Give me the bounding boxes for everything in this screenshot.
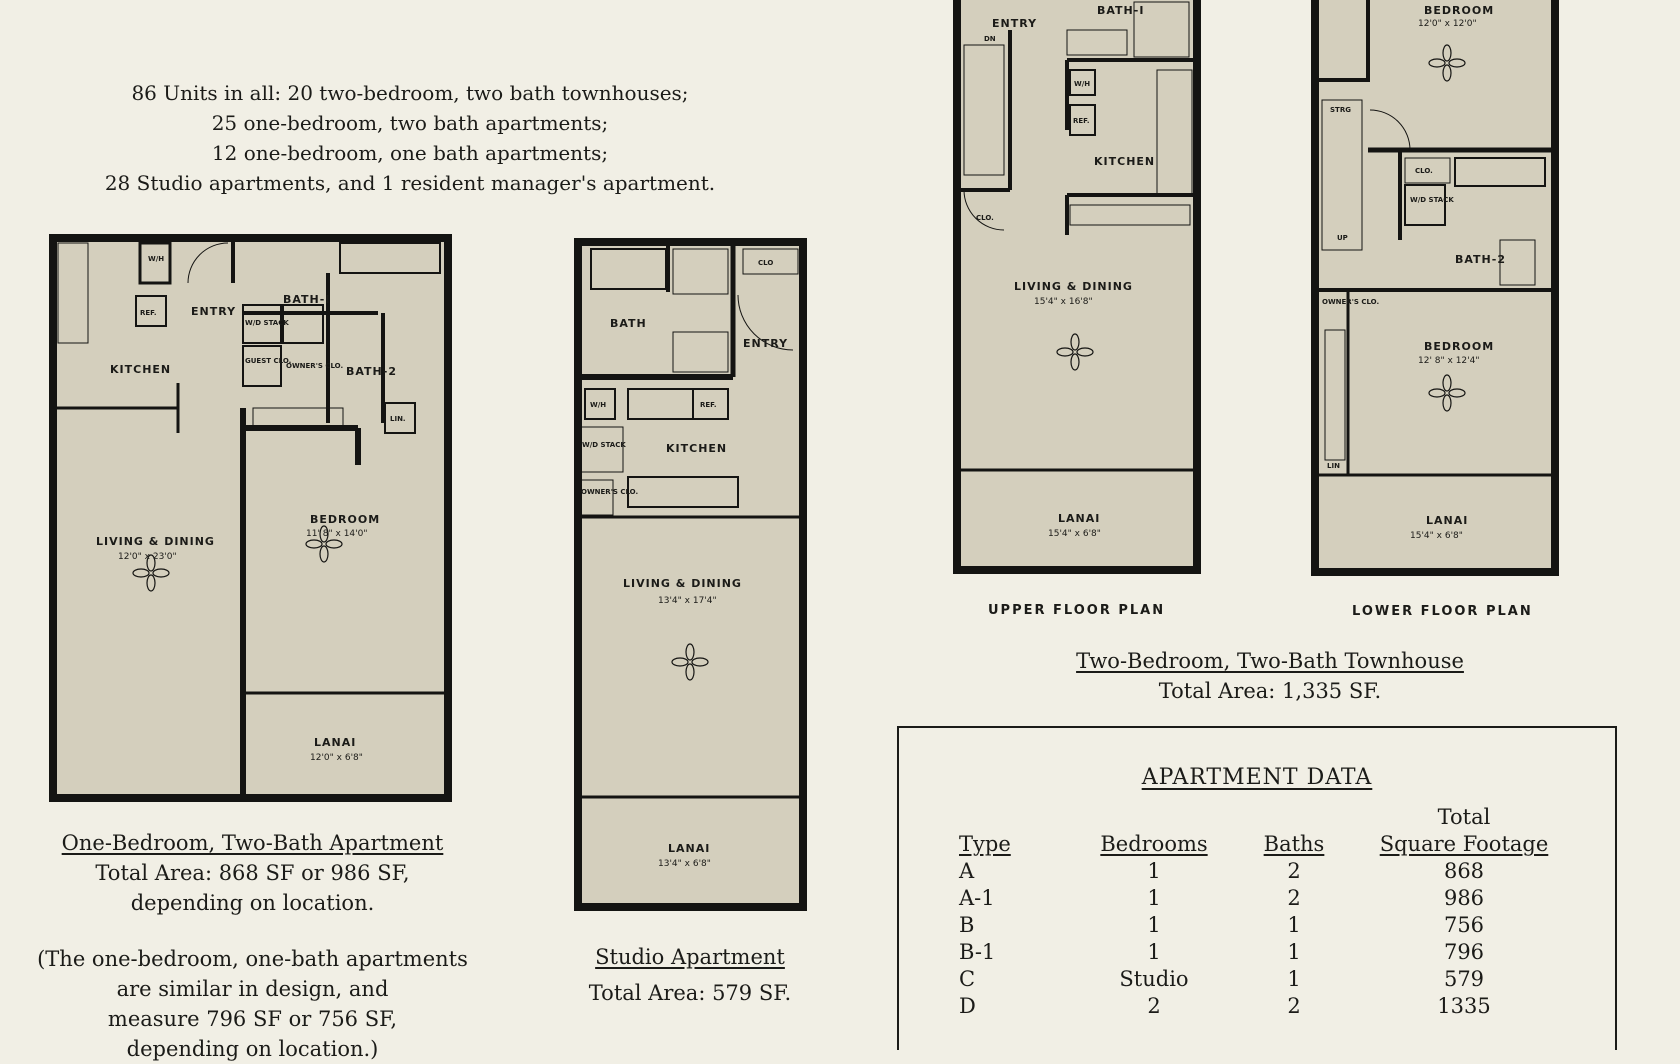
entry-label: ENTRY: [743, 337, 789, 350]
apartment-data-title: APARTMENT DATA: [1141, 765, 1373, 790]
bedrooms-cell: 1: [1147, 886, 1161, 910]
one-bath-note: are similar in design, and: [116, 977, 389, 1001]
baths-cell: 1: [1287, 913, 1301, 937]
table-row: [959, 993, 1579, 1020]
bath-label: BATH: [610, 317, 647, 330]
lin-label: LIN: [1327, 462, 1340, 470]
one-bath-note: depending on location.): [126, 1037, 379, 1061]
bath1-label: BATH-I: [1097, 4, 1145, 17]
baths-cell: 2: [1287, 886, 1301, 910]
page-headline-fragment: [56, 0, 306, 4]
one-bedroom-area-note: depending on location.: [130, 891, 375, 915]
living-label: LIVING & DINING: [623, 577, 742, 590]
ref-label: REF.: [140, 309, 157, 317]
table-row: [959, 858, 1579, 885]
clo-label: CLO.: [976, 214, 994, 222]
one-bath-note: measure 796 SF or 756 SF,: [107, 1007, 398, 1031]
bedrooms-header: Bedrooms: [1100, 832, 1208, 856]
living-label: LIVING & DINING: [96, 535, 215, 548]
kitchen-label: KITCHEN: [110, 363, 172, 376]
bedroom-top-label: BEDROOM: [1424, 4, 1495, 17]
sqft-cell: 986: [1443, 886, 1485, 910]
intro-line: 25 one-bedroom, two bath apartments;: [211, 111, 609, 135]
wh-label: W/H: [148, 255, 165, 263]
lanai-dim: 12'0" x 6'8": [310, 753, 363, 763]
ref-label: REF.: [1073, 117, 1090, 125]
lin-label: LIN.: [390, 415, 406, 423]
living-dim: 13'4" x 17'4": [658, 596, 717, 606]
ref-label: REF.: [700, 401, 717, 409]
table-header-row: [959, 804, 1579, 858]
dn-label: DN: [984, 35, 996, 43]
table-row: [959, 885, 1579, 912]
lanai-dim: 13'4" x 6'8": [658, 859, 711, 869]
table-row: [959, 939, 1579, 966]
lanai-dim: 15'4" x 6'8": [1048, 529, 1101, 539]
baths-cell: 2: [1287, 994, 1301, 1018]
living-dim: 15'4" x 16'8": [1034, 297, 1093, 307]
living-dim: 12'0" x 23'0": [118, 552, 177, 562]
kitchen-label: KITCHEN: [666, 442, 728, 455]
sqft-cell: 579: [1443, 967, 1485, 991]
type-cell: B-1: [959, 940, 996, 964]
lanai-label: LANAI: [1426, 514, 1469, 527]
baths-header: Baths: [1263, 832, 1325, 856]
type-cell: B: [959, 913, 975, 937]
wh-label: W/H: [1074, 80, 1091, 88]
one-bedroom-title: One-Bedroom, Two-Bath Apartment: [61, 831, 444, 855]
studio-title: Studio Apartment: [595, 945, 785, 969]
townhouse-upper-floor-plan: [952, 0, 1202, 575]
wh-label: W/H: [590, 401, 607, 409]
sqft-header: Total Square Footage: [1379, 805, 1549, 856]
owners-clo-label: OWNER'S CLO.: [286, 362, 344, 370]
clo-label: CLO.: [1415, 167, 1433, 175]
type-header: Type: [959, 832, 1011, 856]
type-cell: C: [959, 967, 976, 991]
wd-label: W/D STACK: [1410, 196, 1454, 204]
owners-clo-label: OWNER'S CLO.: [1322, 298, 1380, 306]
sqft-cell: 796: [1443, 940, 1485, 964]
living-label: LIVING & DINING: [1014, 280, 1133, 293]
baths-cell: 2: [1287, 859, 1301, 883]
bath2-label: BATH-2: [346, 365, 397, 378]
clo-label: CLO: [758, 259, 774, 267]
studio-floor-plan: [573, 237, 808, 912]
one-bedroom-caption: [20, 828, 485, 1064]
baths-cell: 1: [1287, 940, 1301, 964]
sqft-cell: 868: [1443, 859, 1485, 883]
townhouse-area: Total Area: 1,335 SF.: [1158, 679, 1382, 703]
bedrooms-cell: 2: [1147, 994, 1161, 1018]
apartment-data-box: [897, 726, 1617, 1050]
entry-label: ENTRY: [992, 17, 1038, 30]
wd-label: W/D STACK: [245, 319, 289, 327]
intro-line: 28 Studio apartments, and 1 resident manager's apartment.: [104, 171, 716, 195]
bath1-label: BATH-I: [283, 293, 331, 306]
one-bath-note: (The one-bedroom, one-bath apartments: [37, 947, 468, 971]
bedrooms-cell: Studio: [1119, 967, 1189, 991]
bedroom-top-dim: 12'0" x 12'0": [1418, 19, 1477, 29]
intro-line: 86 Units in all: 20 two-bedroom, two bath townhouses;: [131, 81, 689, 105]
bedroom-dim: 12' 8" x 12'4": [1418, 356, 1480, 366]
lower-floor-plan-label: LOWER FLOOR PLAN: [1352, 604, 1533, 619]
entry-label: ENTRY: [191, 305, 237, 318]
up-label: UP: [1337, 234, 1348, 242]
guest-clo-label: GUEST CLO.: [245, 357, 292, 365]
one-bedroom-area: Total Area: 868 SF or 986 SF,: [95, 861, 410, 885]
bedrooms-cell: 1: [1147, 940, 1161, 964]
table-row: [959, 912, 1579, 939]
table-row: [959, 966, 1579, 993]
intro-text: [90, 78, 730, 198]
lanai-label: LANAI: [1058, 512, 1101, 525]
type-cell: A-1: [959, 886, 995, 910]
townhouse-title: Two-Bedroom, Two-Bath Townhouse: [1076, 649, 1464, 673]
bedroom-dim: 11' 8" x 14'0": [306, 529, 368, 539]
townhouse-lower-floor-plan: [1310, 0, 1560, 577]
apartment-data-table: [959, 804, 1579, 1020]
strg-label: STRG: [1330, 106, 1351, 114]
intro-line: 12 one-bedroom, one bath apartments;: [211, 141, 609, 165]
type-cell: A: [959, 859, 975, 883]
wd-label: W/D STACK: [582, 441, 626, 449]
lanai-dim: 15'4" x 6'8": [1410, 531, 1463, 541]
sqft-cell: 1335: [1437, 994, 1491, 1018]
owners-clo-label: OWNER'S CLO.: [581, 488, 639, 496]
lanai-label: LANAI: [668, 842, 711, 855]
bath2-label: BATH-2: [1455, 253, 1506, 266]
lanai-label: LANAI: [314, 736, 357, 749]
bedroom-label: BEDROOM: [310, 513, 381, 526]
townhouse-caption: [1060, 646, 1480, 706]
bedroom-label: BEDROOM: [1424, 340, 1495, 353]
upper-floor-plan-label: UPPER FLOOR PLAN: [988, 603, 1166, 618]
type-cell: D: [959, 994, 976, 1018]
bedrooms-cell: 1: [1147, 913, 1161, 937]
studio-area: Total Area: 579 SF.: [588, 981, 792, 1005]
one-bedroom-floor-plan: [48, 233, 453, 803]
studio-caption: [570, 942, 810, 1008]
baths-cell: 1: [1287, 967, 1301, 991]
sqft-cell: 756: [1443, 913, 1485, 937]
bedrooms-cell: 1: [1147, 859, 1161, 883]
kitchen-label: KITCHEN: [1094, 155, 1156, 168]
